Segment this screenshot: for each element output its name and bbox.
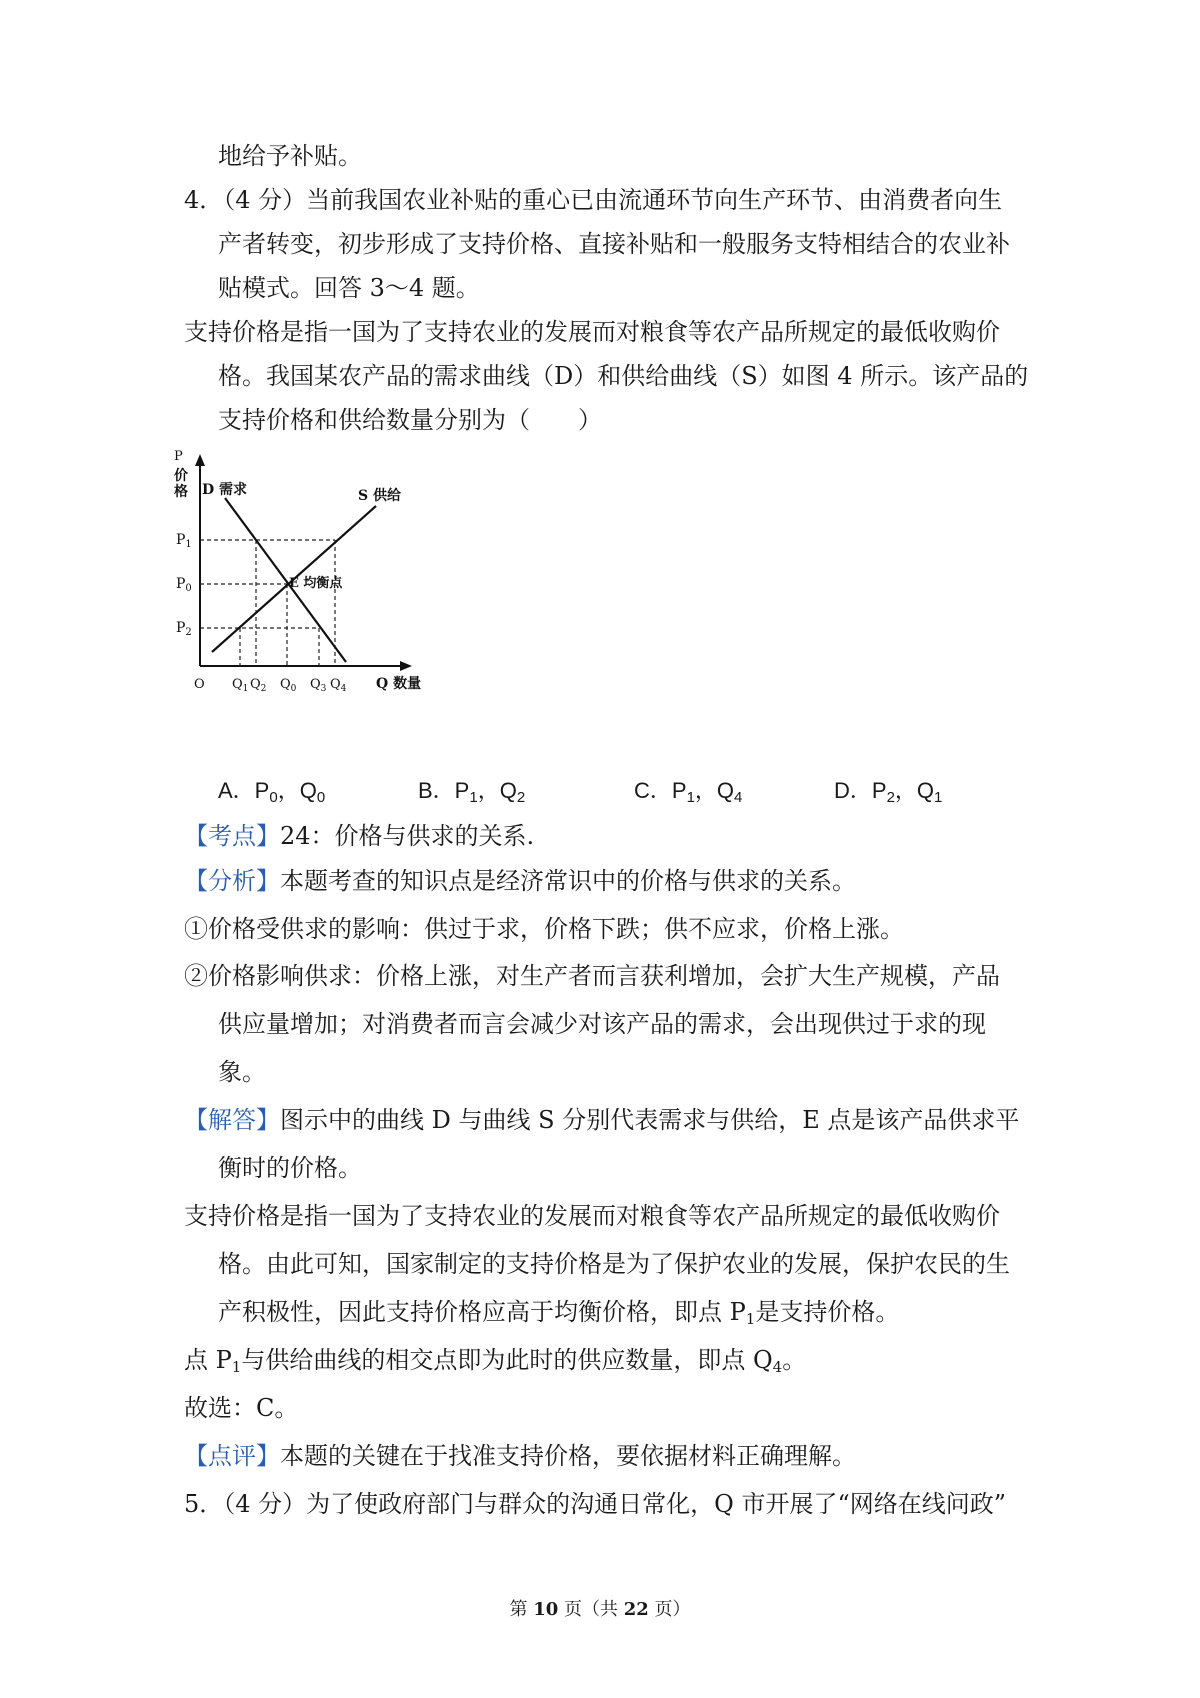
fenxi-tag: 【分析】 xyxy=(184,867,280,895)
y-axis-arrow xyxy=(195,454,205,466)
answer-choice: 故选：C。 xyxy=(184,1394,299,1422)
dianping-line: 【点评】本题的关键在于找准支持价格，要依据材料正确理解。 xyxy=(184,1442,856,1470)
page-footer: 第 10 页（共 22 页） xyxy=(509,1599,691,1620)
question-4-line-1 xyxy=(184,184,1002,216)
analysis-item-2-line-1: ②价格影响供求：价格上涨，对生产者而言获利增加，会扩大生产规模，产品 xyxy=(184,962,1000,990)
y-axis-label-2: 格 xyxy=(174,484,188,500)
kaodian-line: 【考点】24：价格与供求的关系. xyxy=(184,822,535,850)
equilibrium-label: E 均衡点 xyxy=(289,576,343,591)
jieda-tag: 【解答】 xyxy=(184,1106,280,1134)
analysis-item-2-line-2: 供应量增加；对消费者而言会减少对该产品的需求，会出现供过于求的现 xyxy=(218,1010,986,1038)
tick-p0: $P_0$ xyxy=(176,576,192,594)
question-text: （4 分）当前我国农业补贴的重心已由流通环节向生产环节、由消费者向生 xyxy=(223,186,1003,214)
question-4-line-2: 产者转变，初步形成了支持价格、直接补贴和一般服务支特相结合的农业补 xyxy=(218,230,1010,258)
question-number: 5． xyxy=(184,1490,224,1518)
answer-para-2: 点 $P_1$与供给曲线的相交点即为此时的供应数量，即点 $Q_4$。 xyxy=(184,1346,807,1376)
stem-line-1: 支持价格是指一国为了支持农业的发展而对粮食等农产品所规定的最低收购价 xyxy=(184,318,1000,346)
x-axis-arrow xyxy=(400,661,412,671)
jieda-line-1: 【解答】图示中的曲线 D 与曲线 S 分别代表需求与供给，E 点是该产品供求平 xyxy=(184,1106,1020,1134)
dianping-tag: 【点评】 xyxy=(184,1442,280,1470)
tick-q3: $Q_3$ xyxy=(310,677,327,694)
tick-q1: $Q_1$ xyxy=(232,677,249,694)
stem-line-3: 支持价格和供给数量分别为（ ） xyxy=(218,406,602,434)
question-4-line-3: 贴模式。回答 3〜4 题。 xyxy=(218,274,480,302)
question-5-line-1: 5．（4 分）为了使政府部门与群众的沟通日常化，Q 市开展了“网络在线问政” xyxy=(184,1490,1007,1518)
option-a: A．$P_0$，$Q_0$ xyxy=(218,778,326,806)
jieda-line-2: 衡时的价格。 xyxy=(218,1154,362,1182)
tick-p1: $P_1$ xyxy=(176,532,192,550)
option-b: B．$P_1$，$Q_2$ xyxy=(418,778,526,806)
option-d: D．$P_2$，$Q_1$ xyxy=(834,778,943,806)
y-axis-letter: P xyxy=(174,449,183,464)
answer-para-line-1: 支持价格是指一国为了支持农业的发展而对粮食等农产品所规定的最低收购价 xyxy=(184,1202,1000,1230)
tick-p2: $P_2$ xyxy=(176,620,192,638)
answer-para-line-2: 格。由此可知，国家制定的支持价格是为了保护农业的发展，保护农民的生 xyxy=(218,1250,1010,1278)
answer-para-line-3: 产积极性，因此支持价格应高于均衡价格，即点 $P_1$是支持价格。 xyxy=(218,1298,900,1328)
option-c: C．$P_1$，$Q_4$ xyxy=(634,778,743,806)
kaodian-tag: 【考点】 xyxy=(184,822,280,850)
demand-label: D 需求 xyxy=(202,482,248,498)
x-axis-label: Q 数量 xyxy=(376,676,422,692)
supply-demand-figure xyxy=(170,448,470,708)
analysis-item-1: ①价格受供求的影响：供过于求，价格下跌；供不应求，价格上涨。 xyxy=(184,915,904,943)
stem-line-2: 格。我国某农产品的需求曲线（D）和供给曲线（S）如图 4 所示。该产品的 xyxy=(218,362,1029,390)
text-line: 地给予补贴。 xyxy=(218,142,362,170)
y-axis-label-1: 价 xyxy=(174,468,188,484)
question-number: 4． xyxy=(184,186,224,214)
fenxi-line: 【分析】本题考查的知识点是经济常识中的价格与供求的关系。 xyxy=(184,867,856,895)
supply-label: S 供给 xyxy=(358,488,401,504)
tick-q0: $Q_0$ xyxy=(280,677,297,694)
tick-q2: $Q_2$ xyxy=(250,677,267,694)
analysis-item-2-line-3: 象。 xyxy=(218,1058,266,1086)
tick-q4: $Q_4$ xyxy=(330,677,347,694)
origin-label: O xyxy=(194,677,205,692)
